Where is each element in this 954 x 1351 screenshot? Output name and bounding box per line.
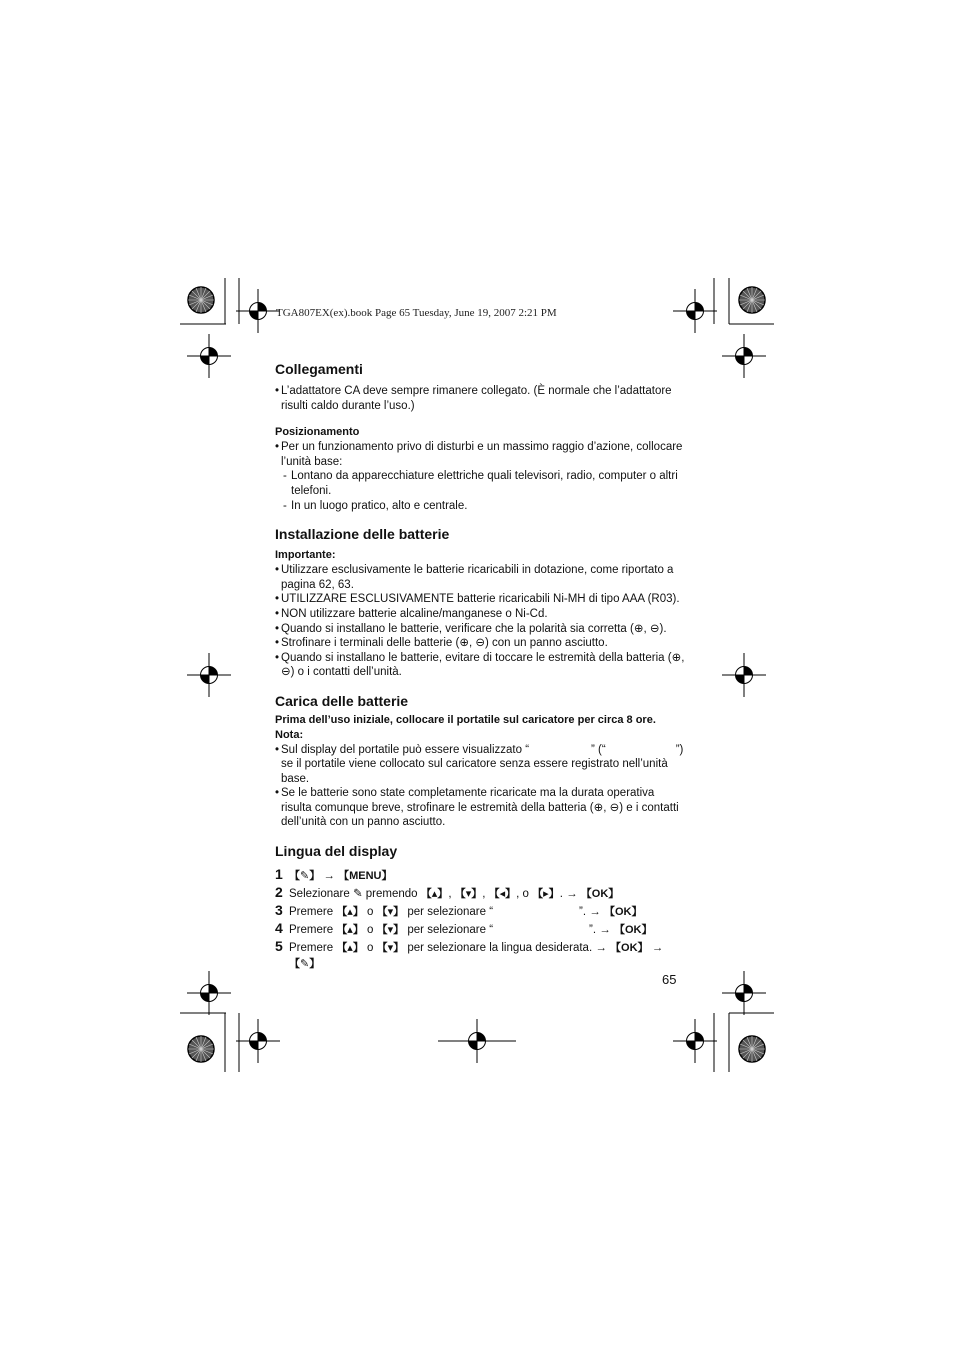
text: Quando si installano le batterie, verificare che la polarità sia corretta ( [281,622,634,635]
text: o [367,924,374,937]
text: Premere 【▴】 o 【▾】 per selezionare “ ”. → 【OK】 [289,924,653,937]
down-key-icon: 【▾】 [376,906,405,919]
text: Premere 【▴】 o 【▾】 per selezionare “ ”. → 【OK】 [289,906,643,919]
up-key-icon: 【▴】 [336,906,364,919]
text: per selezionare “ [407,906,494,919]
ok-key: 【OK】 [610,942,649,955]
bullet-short-duration: • Se le batterie sono state completamente ricaricate ma la durata operativa risulta comunque breve, strofinare le estremità della batteria (⊕, ⊖) e i contatti dell’unità con un panno asciutto. [275,786,685,830]
text: Strofinare i terminali delle batterie ( [281,637,460,650]
step-number: 5 [275,938,283,955]
step-3 [275,902,685,920]
text: Premere [289,906,334,919]
section-title-charging: Carica delle batterie [275,692,409,709]
charging-instruction: Prima dell’uso iniziale, collocare il portatile sul caricatore per circa 8 ore. [275,713,656,726]
menu-key-label: MENU [349,870,382,883]
bullet-no-alkaline: • NON utilizzare batterie alcaline/manganese o Ni-Cd. [275,607,685,622]
step-5 [275,938,685,972]
ok-key-label: OK [624,924,642,937]
right-key-icon: 【▸】 [532,888,560,901]
down-key-icon: 【▾】 [454,888,483,901]
bullet-adapter: • L’adattatore CA deve sempre rimanere collegato. (È normale che l’adattatore risulti caldo durante l’uso.) [275,384,685,413]
text: Premere [289,924,334,937]
phone-key-icon: 【✎】 [289,870,321,883]
down-key-icon: 【▾】 [376,924,405,937]
plus-icon: ⊕ [671,651,682,664]
bullet-nimh: • UTILIZZARE ESCLUSIVAMENTE batterie ricaricabili Ni-MH di tipo AAA (R03). [275,592,685,607]
step-number: 3 [275,902,283,919]
bullet-display-message [275,743,685,787]
minus-icon: ⊖ [475,637,486,650]
step-number: 2 [275,884,283,901]
dash-away-from-devices: - Lontano da apparecchiature elettriche quali televisori, radio, computer o altri telefoni. [275,469,685,498]
section-title-batteries: Installazione delle batterie [275,526,450,543]
text: ) con un panno asciutto. [485,637,608,650]
up-key-icon: 【▴】 [336,924,364,937]
step-4 [275,920,685,938]
page-content [275,360,685,972]
text: ”. [579,906,587,919]
plus-icon: ⊕ [633,622,644,635]
text: Premere 【▴】 o 【▾】 per selezionare la lingua desiderata. → 【OK】 → 【✎】 [289,942,664,971]
bullet-avoid-touch: • Quando si installano le batterie, evitare di toccare le estremità della batteria (⊕, ⊖) o i contatti dell’unità. [275,651,685,680]
text: o [367,942,374,955]
text: per selezionare la lingua desiderata. [407,942,593,955]
left-key-icon: 【◂】 [488,888,517,901]
step-number: 1 [275,866,283,883]
file-info-header: TGA807EX(ex).book Page 65 Tuesday, June 19, 2007 2:21 PM [276,307,557,319]
text: ”) se il portatile viene collocato sul caricatore senza essere registrato nell’unità base. [281,743,684,785]
menu-key: 【MENU】 [338,870,393,883]
step-2 [275,884,685,902]
text: Quando si installano le batterie, evitare di toccare le estremità della batteria ( [281,651,672,664]
pencil-icon: ✎ [352,888,363,901]
ok-key-label: OK [591,888,609,901]
minus-icon: ⊖ [649,622,660,635]
ok-key-label: OK [614,906,632,919]
minus-icon: ⊖ [281,666,291,679]
bullet-placement: • Per un funzionamento privo di disturbi e un massimo raggio d’azione, collocare l’unità base: [275,440,685,469]
step-number: 4 [275,920,283,937]
phone-key-icon: 【✎】 [289,958,321,971]
subtitle-nota: Nota: [275,728,304,741]
ok-key-label: OK [621,942,638,955]
ok-key: 【OK】 [613,924,653,937]
text: Premere [289,942,334,955]
text: ” (“ [591,743,606,756]
plus-icon: ⊕ [593,801,604,814]
ok-key: 【OK】 [580,888,620,901]
text: Se le batterie sono state completamente ricaricate ma la durata operativa risulta comunque breve, strofinare le estremità della batteria ( [281,787,655,814]
page-number: 65 [662,972,677,987]
bullet-polarity: • Quando si installano le batterie, verificare che la polarità sia corretta (⊕, ⊖). [275,622,685,637]
dash-high-central: - In un luogo pratico, alto e centrale. [275,499,685,514]
bullet-clean-terminals: • Strofinare i terminali delle batterie (⊕, ⊖) con un panno asciutto. [275,636,685,651]
minus-icon: ⊖ [609,801,620,814]
text: o [367,906,374,919]
text: 【✎】 → 【MENU】 [289,870,393,883]
bullet-use-supplied: • Utilizzare esclusivamente le batterie ricaricabili in dotazione, come riportato a pagina 62, 63. [275,563,685,592]
text: ) o i contatti dell’unità. [290,666,402,679]
up-key-icon: 【▴】 [420,888,449,901]
section-title-collegamenti: Collegamenti [275,361,363,377]
text: Selezionare [289,888,350,901]
text: ”. [589,924,597,937]
down-key-icon: 【▾】 [376,942,405,955]
text: o [522,888,529,901]
text: Selezionare ✎ premendo 【▴】, 【▾】, 【◂】, o 【▸】. → 【OK】 [289,888,620,901]
up-key-icon: 【▴】 [336,942,364,955]
section-title-language: Lingua del display [275,843,398,860]
text: premendo [365,888,418,901]
text: Sul display del portatile può essere visualizzato “ [281,743,530,756]
subtitle-importante: Importante: [275,549,336,562]
step-1 [275,866,685,884]
text: per selezionare “ [407,924,494,937]
subtitle-posizionamento: Posizionamento [275,426,360,439]
ok-key: 【OK】 [603,906,643,919]
steps-list [275,866,685,972]
text: ). [659,622,667,635]
text: ) e i contatti dell’unità con un panno asciutto. [281,801,679,829]
plus-icon: ⊕ [459,637,469,650]
